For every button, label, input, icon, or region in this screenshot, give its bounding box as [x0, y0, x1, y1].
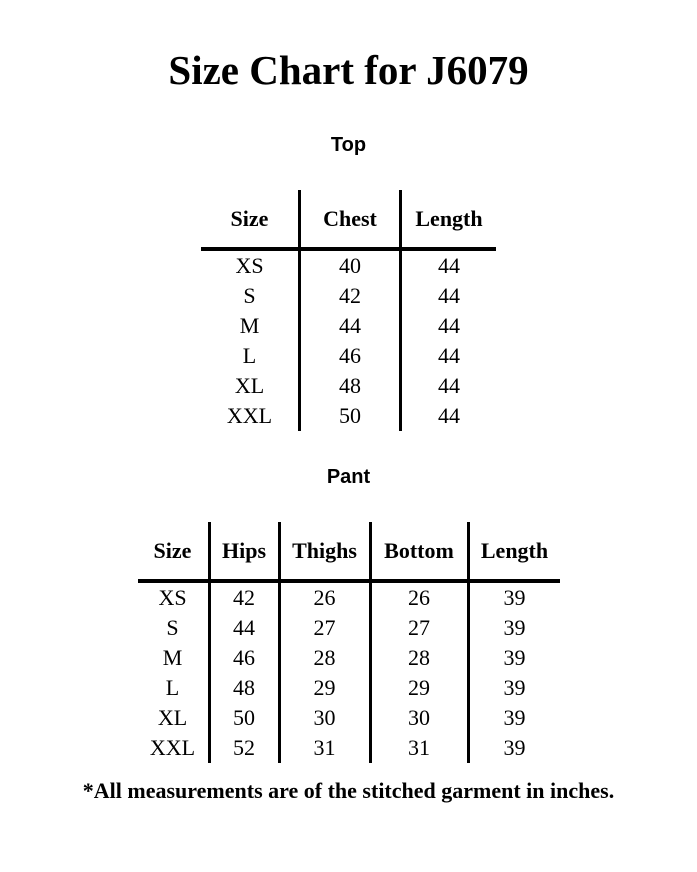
table-cell: 29: [279, 673, 370, 703]
table-cell: 28: [370, 643, 468, 673]
table-cell: 44: [401, 341, 497, 371]
table-cell: XS: [235, 253, 264, 279]
table-cell: 50: [209, 703, 279, 733]
column-header: Hips: [209, 522, 279, 581]
table-cell: M: [162, 645, 183, 671]
pant-size-table-body: [138, 581, 560, 763]
column-header: Length: [401, 190, 497, 249]
table-cell: L: [242, 343, 257, 369]
table-cell: 40: [300, 249, 401, 281]
table-cell: 27: [279, 613, 370, 643]
table-cell: 39: [468, 643, 560, 673]
table-cell: 50: [300, 401, 401, 431]
table-cell: 42: [209, 581, 279, 613]
table-row: [138, 643, 560, 673]
top-size-table-body: [201, 249, 496, 431]
table-cell: 42: [300, 281, 401, 311]
table-cell: 46: [209, 643, 279, 673]
table-cell: 31: [279, 733, 370, 763]
table-cell: 26: [370, 581, 468, 613]
table-cell: 28: [279, 643, 370, 673]
header-row: [201, 190, 496, 249]
table-cell: 26: [279, 581, 370, 613]
table-cell: 39: [468, 581, 560, 613]
table-row: [201, 249, 496, 281]
table-cell: 44: [401, 281, 497, 311]
column-header: Size: [201, 190, 300, 249]
pant-size-table-header: [138, 522, 560, 581]
table-row: [201, 311, 496, 341]
table-cell: 44: [401, 401, 497, 431]
top-size-table-header: [201, 190, 496, 249]
table-cell: XXL: [149, 735, 196, 761]
column-header: Bottom: [370, 522, 468, 581]
table-cell: 44: [401, 371, 497, 401]
section-label-pant: Pant: [326, 466, 371, 489]
column-header: Chest: [300, 190, 401, 249]
column-header: Length: [468, 522, 560, 581]
header-row: [138, 522, 560, 581]
table-cell: 31: [370, 733, 468, 763]
table-cell: 30: [279, 703, 370, 733]
table-cell: XS: [158, 585, 187, 611]
table-cell: 46: [300, 341, 401, 371]
table-row: [138, 673, 560, 703]
table-cell: 39: [468, 733, 560, 763]
table-cell: S: [166, 615, 179, 641]
section-label-top: Top: [330, 134, 367, 157]
table-cell: 48: [300, 371, 401, 401]
table-cell: 52: [209, 733, 279, 763]
table-cell: 39: [468, 673, 560, 703]
table-cell: 39: [468, 703, 560, 733]
table-cell: XXL: [226, 403, 273, 429]
page-title: Size Chart for J6079: [168, 47, 529, 93]
table-row: [201, 401, 496, 431]
column-header: Thighs: [279, 522, 370, 581]
table-cell: XL: [157, 705, 188, 731]
top-size-table: [201, 190, 496, 431]
table-cell: 30: [370, 703, 468, 733]
table-cell: 44: [209, 613, 279, 643]
column-header: Size: [138, 522, 210, 581]
table-row: [138, 613, 560, 643]
table-cell: 44: [401, 311, 497, 341]
table-cell: 44: [401, 249, 497, 281]
table-cell: 27: [370, 613, 468, 643]
table-cell: L: [165, 675, 180, 701]
table-row: [201, 371, 496, 401]
table-cell: 44: [300, 311, 401, 341]
table-cell: XL: [234, 373, 265, 399]
table-cell: M: [239, 313, 260, 339]
measurements-footnote: *All measurements are of the stitched garment in inches.: [82, 778, 615, 804]
table-row: [201, 281, 496, 311]
table-row: [138, 733, 560, 763]
table-cell: S: [243, 283, 256, 309]
table-row: [138, 581, 560, 613]
table-cell: 29: [370, 673, 468, 703]
table-cell: 39: [468, 613, 560, 643]
pant-size-table: [138, 522, 560, 763]
table-cell: 48: [209, 673, 279, 703]
table-row: [201, 341, 496, 371]
table-row: [138, 703, 560, 733]
